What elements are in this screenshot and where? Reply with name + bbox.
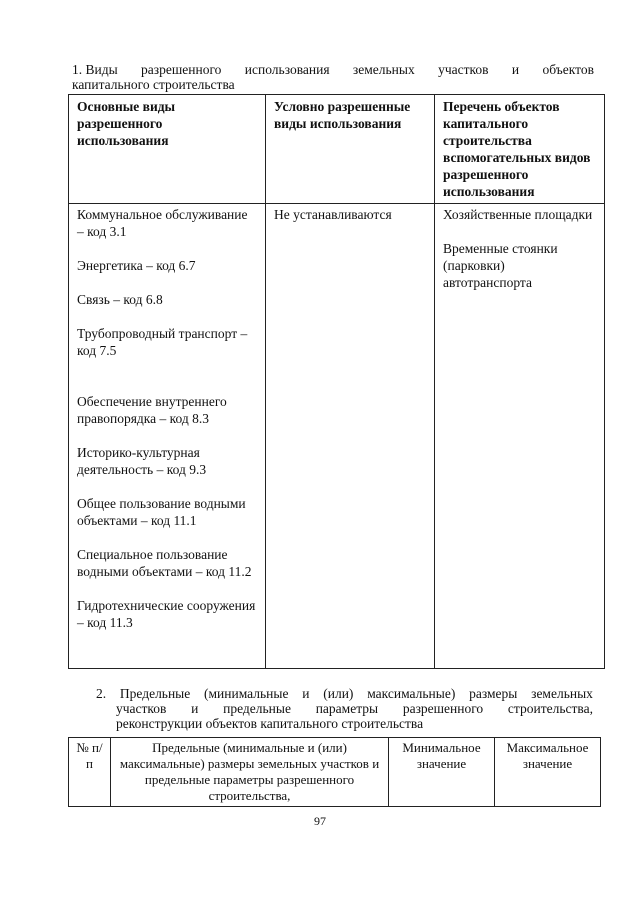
heading-word: 1. Виды bbox=[72, 62, 118, 77]
list-item: Историко-культурная деятельность – код 9.3 bbox=[77, 445, 207, 477]
list-item: Связь – код 6.8 bbox=[77, 292, 163, 307]
heading-word: (минимальные bbox=[204, 686, 289, 701]
heading-word: использования bbox=[244, 62, 330, 77]
heading-word: участков bbox=[116, 701, 167, 716]
header-number: № п/п bbox=[69, 738, 111, 807]
header-conditional-uses: Условно разрешенные виды использования bbox=[266, 95, 435, 204]
section-2-heading-line1 bbox=[96, 686, 593, 701]
heading-word: и bbox=[511, 62, 520, 77]
heading-word: земельных bbox=[531, 686, 593, 701]
limit-parameters-table bbox=[68, 737, 601, 807]
section-2-heading-line2 bbox=[96, 701, 593, 716]
list-item: Специальное пользование водными объектами – код 11.2 bbox=[77, 547, 252, 579]
heading-word: Предельные bbox=[119, 686, 191, 701]
permitted-uses-table bbox=[68, 94, 605, 669]
header-main-uses: Основные виды разрешенного использования bbox=[69, 95, 266, 204]
heading-word: и bbox=[302, 686, 310, 701]
list-item: Временные стоянки (парковки) автотранспорта bbox=[443, 241, 558, 290]
list-item: Хозяйственные площадки bbox=[443, 207, 593, 222]
list-item: Обеспечение внутреннего правопорядка – код 8.3 bbox=[77, 394, 227, 426]
heading-word: разрешенного bbox=[141, 62, 222, 77]
page-number: 97 bbox=[314, 814, 326, 828]
section-2-heading-line3: реконструкции объектов капитального строительства bbox=[116, 716, 424, 731]
heading-word: размеры bbox=[469, 686, 518, 701]
conditional-uses-cell: Не устанавливаются bbox=[266, 204, 435, 669]
heading-word: и bbox=[191, 701, 199, 716]
heading-word: объектов bbox=[542, 62, 594, 77]
heading-word: участков bbox=[438, 62, 489, 77]
main-uses-cell bbox=[69, 204, 266, 669]
table-header-row bbox=[69, 95, 605, 204]
section-2-heading bbox=[96, 686, 593, 731]
list-item: Общее пользование водными объектами – код 11.1 bbox=[77, 496, 246, 528]
list-item: Коммунальное обслуживание – код 3.1 bbox=[77, 207, 248, 239]
heading-word: (или) bbox=[323, 686, 354, 701]
heading-word: 2. bbox=[96, 686, 107, 701]
header-minimum: Минимальное значение bbox=[389, 738, 495, 807]
auxiliary-uses-cell bbox=[435, 204, 605, 669]
heading-word: строительства, bbox=[507, 701, 593, 716]
section-1-heading-line1 bbox=[72, 62, 594, 77]
table-row bbox=[69, 204, 605, 669]
heading-word: разрешенного bbox=[402, 701, 484, 716]
heading-word: предельные bbox=[223, 701, 291, 716]
heading-word: параметры bbox=[315, 701, 379, 716]
list-item: Энергетика – код 6.7 bbox=[77, 258, 196, 273]
table-header-row bbox=[69, 738, 601, 807]
list-item: Трубопроводный транспорт – код 7.5 bbox=[77, 326, 248, 358]
header-maximum: Максимальное значение bbox=[495, 738, 601, 807]
heading-word: земельных bbox=[352, 62, 415, 77]
section-1-heading bbox=[72, 62, 594, 92]
section-1-heading-line2: капитального строительства bbox=[72, 77, 235, 92]
list-item: Гидротехнические сооружения – код 11.3 bbox=[77, 598, 256, 630]
heading-word: максимальные) bbox=[367, 686, 456, 701]
header-auxiliary-uses: Перечень объектов капитального строительства вспомогательных видов разрешенного использования bbox=[435, 95, 605, 204]
header-parameters: Предельные (минимальные и (или) максимальные) размеры земельных участков и предельные параметры разрешенного строительства, bbox=[111, 738, 389, 807]
